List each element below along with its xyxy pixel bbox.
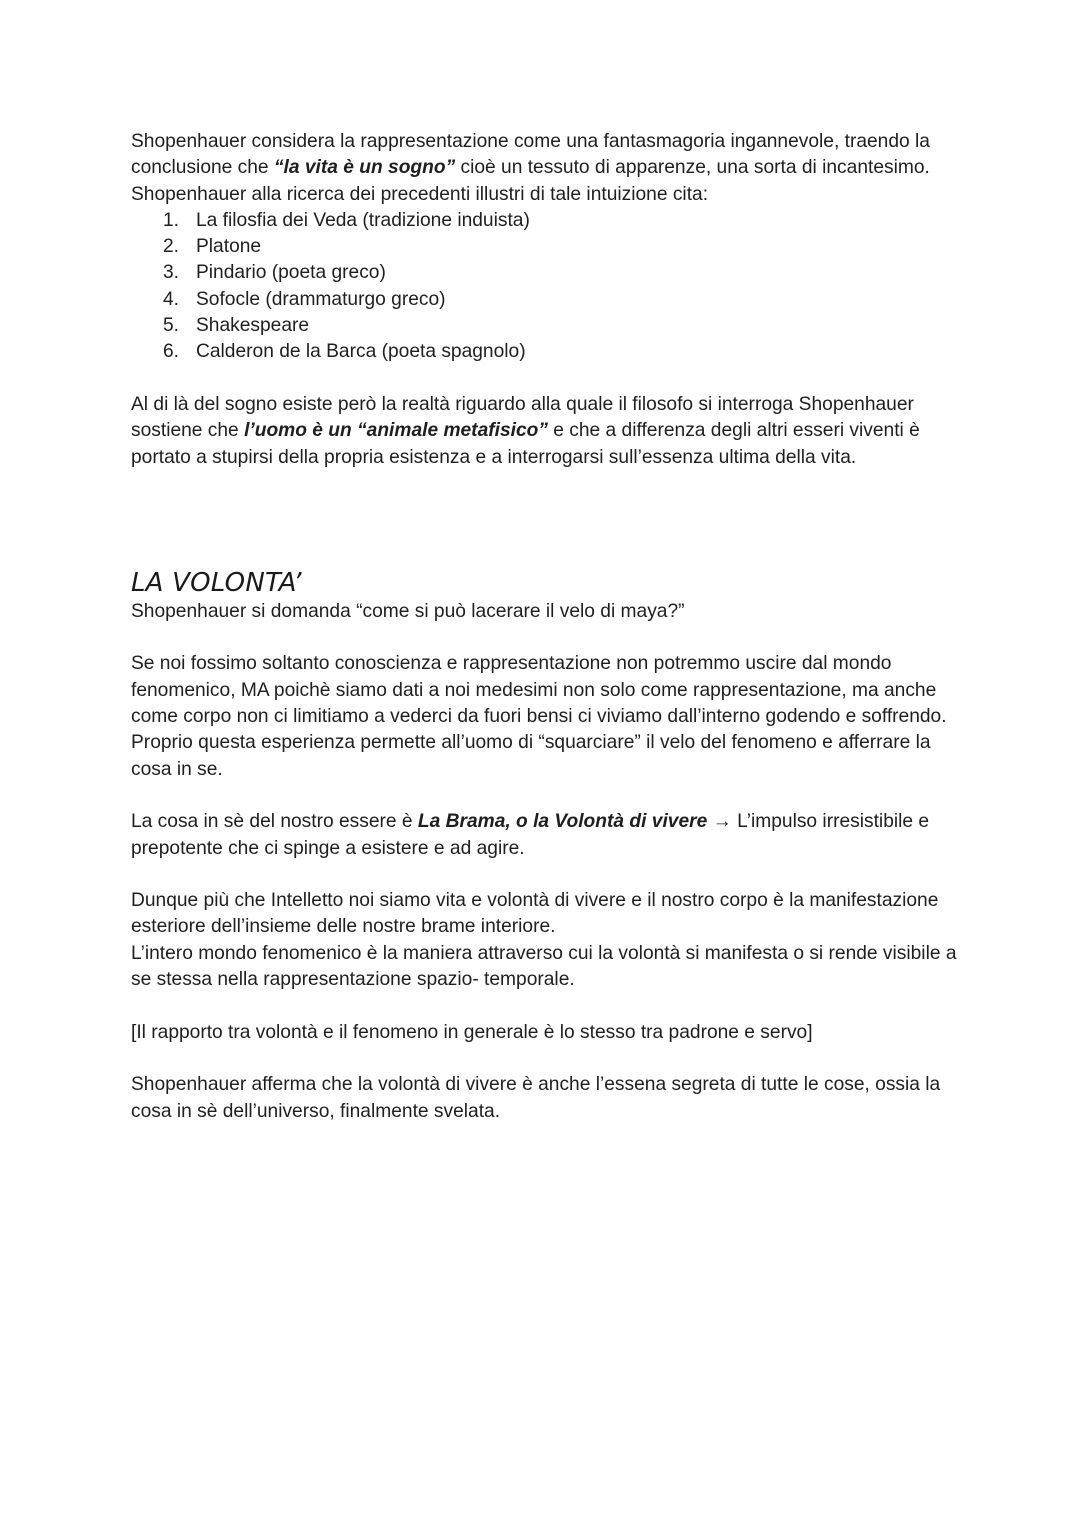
list-number: 2.	[163, 236, 180, 258]
metaphysical-animal-paragraph	[131, 392, 961, 471]
brama-text-1: La cosa in sè del nostro essere è	[131, 811, 418, 833]
phenomenal-world-paragraph: L’intero mondo fenomenico è la maniera attraverso cui la volontà si manifesta o si rende visibile a se stessa nella rappresentazione spazio- temporale.	[131, 942, 957, 991]
section-title: LA VOLONTA’	[131, 567, 302, 598]
quote-life-is-dream: “la vita è un sogno”	[273, 157, 456, 179]
document-page	[131, 129, 961, 1125]
list-number: 1.	[163, 209, 180, 231]
list-number: 6.	[163, 341, 180, 363]
list-text: Pindario (poeta greco)	[196, 262, 386, 284]
quote-metaphysical-animal: l’uomo è un “animale metafisico”	[244, 420, 548, 442]
brama-paragraph	[131, 809, 961, 862]
intro-text-1: Shopenhauer considera la rappresentazione come una fantasmagoria ingannevole, traendo la conclusione che	[131, 131, 930, 179]
paragraph-text-2: e che a differenza degli altri esseri viventi è portato a stupirsi della propria esistenza e a interrogarsi sull’essenza ultima della vita.	[131, 420, 920, 468]
list-number: 3.	[163, 262, 180, 284]
intro-paragraph	[131, 129, 961, 208]
list-item	[131, 208, 961, 234]
intelletto-paragraph: Dunque più che Intelletto noi siamo vita e volontà di vivere e il nostro corpo è la manifestazione esteriore dell’insieme delle nostre brame interiore.	[131, 890, 939, 938]
master-servant-paragraph: [Il rapporto tra volontà e il fenomeno in generale è lo stesso tra padrone e servo]	[131, 1021, 813, 1043]
list-item	[131, 339, 961, 365]
knowledge-paragraph: Se noi fossimo soltanto conoscienza e rappresentazione non potremmo uscire dal mondo fenomenico, MA poichè siamo dati a noi medesimi non solo come rappresentazione, ma anche come corpo non ci limitiamo a vederci da fuori bensi ci viviamo dall’interno godendo e soffrendo. Proprio questa esperienza permette all’uomo di “squarciare” il velo del fenomeno e afferrare la cosa in se.	[131, 653, 947, 780]
list-text: Calderon de la Barca (poeta spagnolo)	[196, 341, 526, 363]
list-item	[131, 234, 961, 260]
maya-question: Shopenhauer si domanda “come si può lacerare il velo di maya?”	[131, 600, 685, 622]
brama-emphasis: La Brama, o la Volontà di vivere	[417, 811, 708, 833]
list-item	[131, 260, 961, 286]
intro-text-2: cioè un tessuto di apparenze, una sorta di incantesimo. Shopenhauer alla ricerca dei precedenti illustri di tale intuizione cita:	[131, 157, 930, 205]
secret-essence-paragraph: Shopenhauer afferma che la volontà di vivere è anche l’essena segreta di tutte le cose, ossia la cosa in sè dell’universo, finalmente svelata.	[131, 1074, 941, 1122]
list-text: La filosfia dei Veda (tradizione induista)	[196, 209, 530, 231]
precedents-list	[131, 208, 961, 366]
list-item	[131, 287, 961, 313]
list-text: Shakespeare	[196, 315, 310, 337]
list-text: Sofocle (drammaturgo greco)	[196, 288, 446, 310]
list-number: 4.	[163, 288, 180, 310]
list-text: Platone	[196, 236, 262, 258]
paragraph-text-1: Al di là del sogno esiste però la realtà riguardo alla quale il filosofo si interroga Shopenhauer sostiene che	[131, 393, 914, 442]
list-item	[131, 313, 961, 339]
list-number: 5.	[163, 315, 180, 337]
brama-text-2: → L’impulso irresistibile e prepotente che ci spinge a esistere e ad agire.	[131, 811, 930, 859]
